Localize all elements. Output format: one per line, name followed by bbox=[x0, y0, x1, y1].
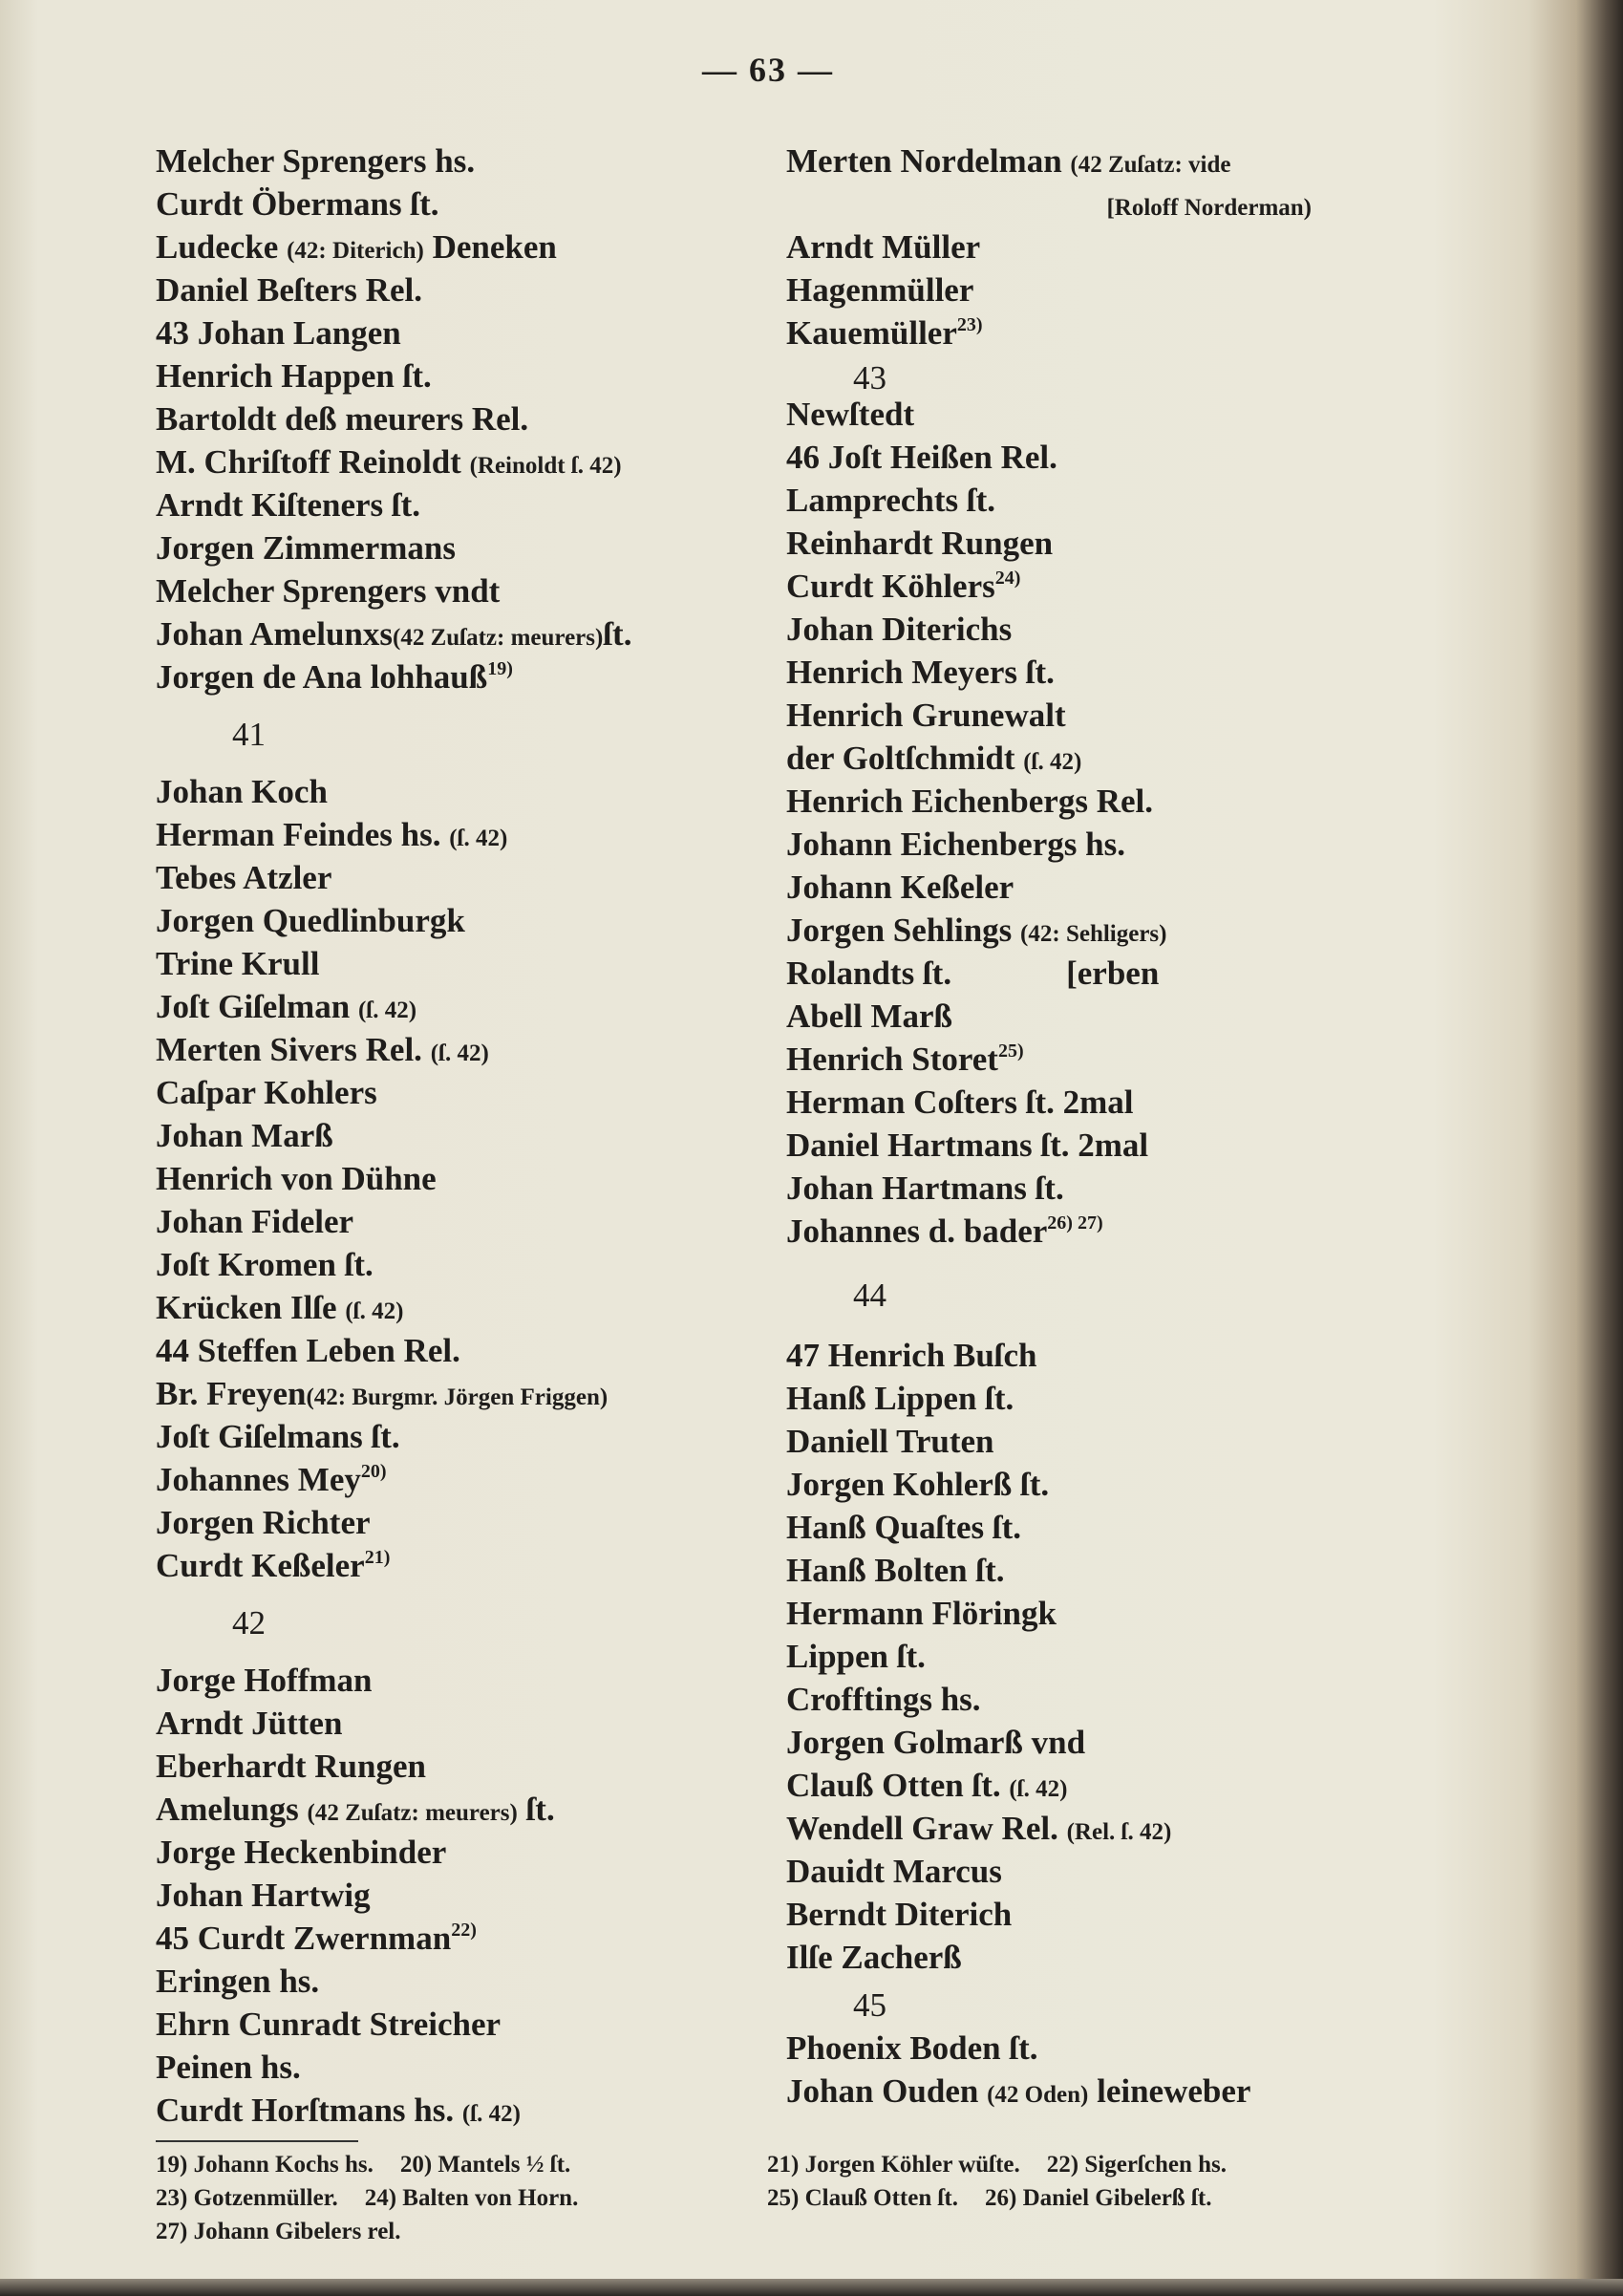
section-number: 45 bbox=[853, 1986, 886, 2024]
entry-name: Joſt Kromen ſt. bbox=[156, 1246, 374, 1283]
entry-line bbox=[156, 139, 767, 182]
entry-name: Johan Hartwig bbox=[156, 1877, 371, 1914]
entry-name: Hanß Lippen ſt. bbox=[786, 1380, 1014, 1417]
entry-annotation: (42 Oden) bbox=[987, 2082, 1089, 2108]
entry-name: Henrich von Dühne bbox=[156, 1160, 437, 1197]
left-column bbox=[156, 139, 767, 2132]
entry-annotation: (ſ. 42) bbox=[345, 1298, 404, 1324]
entry-name: Johan Marß bbox=[156, 1117, 333, 1154]
entry-name: Tebes Atzler bbox=[156, 859, 332, 896]
entry-name: Hanß Bolten ſt. bbox=[786, 1552, 1005, 1589]
entry-line bbox=[156, 856, 767, 899]
right-column bbox=[786, 139, 1398, 2113]
entry-line bbox=[156, 1329, 767, 1372]
entry-name: Clauß Otten ſt. bbox=[786, 1767, 1010, 1804]
entry-line bbox=[156, 182, 767, 225]
entry-line bbox=[156, 1702, 767, 1745]
entry-annotation: (42 Zuſatz: meurers) bbox=[393, 625, 604, 651]
page-number: — 63 — bbox=[702, 51, 834, 89]
entry-name: Arndt Kiſteners ſt. bbox=[156, 486, 421, 524]
entry-name: Curdt Keßeler bbox=[156, 1547, 365, 1584]
entry-line bbox=[156, 311, 767, 354]
footnote-line bbox=[767, 2148, 1253, 2181]
entry-name: 43 Johan Langen bbox=[156, 314, 401, 352]
entry-annotation: (Rel. ſ. 42) bbox=[1066, 1819, 1172, 1845]
entry-name: Rolandts ſt. bbox=[786, 955, 952, 992]
entry-name: Jorge Heckenbinder bbox=[156, 1834, 447, 1871]
entry-name: Johannes d. bader bbox=[786, 1212, 1048, 1250]
entry-line bbox=[786, 737, 1398, 780]
entry-suffix: [erben bbox=[1066, 955, 1160, 992]
entry-name: Henrich Grunewalt bbox=[786, 697, 1066, 734]
entry-line bbox=[156, 1372, 767, 1415]
entry-line bbox=[156, 2003, 767, 2046]
entry-line bbox=[156, 899, 767, 942]
section-heading-42 bbox=[156, 1587, 767, 1659]
entry-name: Peinen hs. bbox=[156, 2049, 301, 2086]
footnote: 19) Johann Kochs hs. bbox=[156, 2152, 374, 2178]
entry-line bbox=[786, 182, 1398, 225]
entry-name: Newſtedt bbox=[786, 396, 915, 433]
entry-name: Jorgen Kohlerß ſt. bbox=[786, 1466, 1050, 1503]
entry-line bbox=[156, 1157, 767, 1200]
entry-line bbox=[786, 866, 1398, 909]
entry-name: Dauidt Marcus bbox=[786, 1853, 1002, 1890]
entry-name: Johan Koch bbox=[156, 773, 328, 810]
entry-line bbox=[156, 1200, 767, 1243]
entry-name: Bartoldt deß meurers Rel. bbox=[156, 400, 529, 438]
entry-name: Curdt Köhlers bbox=[786, 568, 995, 605]
section-heading-43 bbox=[786, 354, 1398, 397]
entry-annotation: (42 Zuſatz: vide bbox=[1070, 152, 1231, 178]
entry-name: 44 Steffen Leben Rel. bbox=[156, 1332, 460, 1369]
entry-annotation: (42: Sehligers) bbox=[1020, 921, 1167, 947]
entry-name: Daniell Truten bbox=[786, 1423, 994, 1460]
footnote-divider bbox=[156, 2140, 358, 2142]
entry-name: Jorgen Zimmermans bbox=[156, 529, 456, 567]
entry-line bbox=[786, 780, 1398, 823]
entry-line bbox=[786, 1936, 1398, 1979]
footnote-reference: 22) bbox=[451, 1920, 477, 1941]
entry-line bbox=[786, 1549, 1398, 1592]
entry-name: Wendell Graw Rel. bbox=[786, 1810, 1067, 1847]
entry-line bbox=[786, 225, 1398, 268]
entry-name: Daniel Beſters Rel. bbox=[156, 271, 422, 309]
entry-name: Reinhardt Rungen bbox=[786, 525, 1054, 562]
entry-name: Joſt Giſelmans ſt. bbox=[156, 1418, 400, 1455]
entry-line bbox=[156, 268, 767, 311]
entry-line bbox=[786, 1334, 1398, 1377]
entry-name: Trine Krull bbox=[156, 945, 320, 982]
entry-name: Johannes Mey bbox=[156, 1461, 361, 1498]
footnote: 25) Clauß Otten ſt. bbox=[767, 2185, 958, 2211]
entry-name: Johan Amelunxs bbox=[156, 615, 393, 653]
footnote-line bbox=[156, 2215, 605, 2248]
entry-name: Jorgen Sehlings bbox=[786, 912, 1021, 949]
entry-line bbox=[156, 1659, 767, 1702]
entry-line bbox=[786, 952, 1398, 995]
footnote-line bbox=[156, 2148, 605, 2181]
entry-line bbox=[786, 608, 1398, 651]
entry-line bbox=[156, 2089, 767, 2132]
entry-line bbox=[156, 985, 767, 1028]
entry-name: Jorgen Quedlinburgk bbox=[156, 902, 465, 939]
section-number: 44 bbox=[853, 1277, 886, 1314]
entry-name: Caſpar Kohlers bbox=[156, 1074, 377, 1111]
entry-line bbox=[156, 1114, 767, 1157]
footnote-reference: 20) bbox=[360, 1461, 387, 1482]
entry-line bbox=[786, 2027, 1398, 2070]
section-number: 42 bbox=[232, 1604, 266, 1642]
entry-name: Johan Ouden bbox=[786, 2072, 988, 2110]
entry-line bbox=[786, 139, 1398, 182]
entry-line bbox=[786, 1850, 1398, 1893]
entry-line bbox=[156, 397, 767, 440]
entry-name: Curdt Horſtmans hs. bbox=[156, 2092, 462, 2129]
entry-line bbox=[156, 225, 767, 268]
entry-line bbox=[786, 522, 1398, 565]
entry-name: Herman Feindes hs. bbox=[156, 816, 450, 853]
entry-name: Melcher Sprengers hs. bbox=[156, 142, 476, 180]
entry-line bbox=[156, 526, 767, 569]
entry-name: Melcher Sprengers vndt bbox=[156, 572, 501, 610]
footnotes-right bbox=[767, 2148, 1253, 2215]
entry-annotation: (42 Zuſatz: meurers) bbox=[307, 1800, 518, 1826]
entry-name: Arndt Müller bbox=[786, 228, 981, 266]
entry-line bbox=[786, 995, 1398, 1038]
entry-line bbox=[786, 909, 1398, 952]
entry-name: Merten Sivers Rel. bbox=[156, 1031, 431, 1068]
entry-line bbox=[786, 1377, 1398, 1420]
entry-name: Henrich Meyers ſt. bbox=[786, 654, 1055, 691]
entry-line bbox=[156, 1874, 767, 1917]
entry-line bbox=[786, 1081, 1398, 1124]
entry-line bbox=[786, 1124, 1398, 1167]
section-number: 41 bbox=[232, 716, 266, 753]
entry-line bbox=[156, 612, 767, 655]
entry-name: Ilſe Zacherß bbox=[786, 1939, 962, 1976]
entry-annotation: (42: Diterich) bbox=[287, 238, 424, 264]
section-heading-44 bbox=[786, 1253, 1398, 1334]
entry-name: Jorgen de Ana lohhauß bbox=[156, 658, 488, 696]
entry-line bbox=[156, 1415, 767, 1458]
entry-name: Henrich Storet bbox=[786, 1041, 998, 1078]
entry-name: Kauemüller bbox=[786, 314, 957, 352]
entry-line bbox=[156, 1788, 767, 1831]
footnote: 22) Sigerſchen hs. bbox=[1046, 2152, 1227, 2178]
entry-name: 45 Curdt Zwernman bbox=[156, 1920, 452, 1957]
footnote: 24) Balten von Horn. bbox=[364, 2185, 579, 2211]
entry-name: Br. Freyen bbox=[156, 1375, 307, 1412]
entry-name: Johan Fideler bbox=[156, 1203, 354, 1240]
entry-line bbox=[156, 1917, 767, 1960]
entry-annotation: (Reinoldt ſ. 42) bbox=[469, 453, 622, 479]
entry-name: Eberhardt Rungen bbox=[156, 1748, 426, 1785]
entry-suffix: Deneken bbox=[423, 228, 557, 266]
entry-line bbox=[156, 770, 767, 813]
entry-annotation: (ſ. 42) bbox=[449, 826, 508, 851]
entry-line bbox=[156, 1071, 767, 1114]
entry-line bbox=[786, 1463, 1398, 1506]
entry-line bbox=[786, 1721, 1398, 1764]
footnote-reference: 24) bbox=[994, 568, 1021, 589]
entry-line bbox=[786, 479, 1398, 522]
footnote-reference: 25) bbox=[997, 1041, 1024, 1062]
entry-line bbox=[786, 694, 1398, 737]
entry-name: Merten Nordelman bbox=[786, 142, 1071, 180]
entry-name: Eringen hs. bbox=[156, 1963, 320, 2000]
entry-line bbox=[786, 823, 1398, 866]
footnotes-left bbox=[156, 2148, 605, 2248]
entry-name: Lamprechts ſt. bbox=[786, 482, 996, 519]
footnote: 21) Jorgen Köhler wüſte. bbox=[767, 2152, 1020, 2178]
entry-name: Hanß Quaſtes ſt. bbox=[786, 1509, 1022, 1546]
entry-line bbox=[786, 1506, 1398, 1549]
entry-name: Abell Marß bbox=[786, 998, 953, 1035]
entry-line bbox=[156, 483, 767, 526]
entry-suffix: leineweber bbox=[1088, 2072, 1251, 2110]
entry-line bbox=[156, 1458, 767, 1501]
entry-line bbox=[156, 813, 767, 856]
entry-line bbox=[156, 1544, 767, 1587]
entry-name: Krücken Ilſe bbox=[156, 1289, 346, 1326]
entry-name: 47 Henrich Buſch bbox=[786, 1337, 1037, 1374]
entry-name: Arndt Jütten bbox=[156, 1705, 343, 1742]
entry-line bbox=[786, 1893, 1398, 1936]
entry-name: Henrich Eichenbergs Rel. bbox=[786, 783, 1153, 820]
footnote-reference: 26) 27) bbox=[1047, 1212, 1103, 1234]
entry-line bbox=[786, 1167, 1398, 1210]
footnote: 20) Mantels ½ ſt. bbox=[399, 2152, 571, 2178]
entry-name: Phoenix Boden ſt. bbox=[786, 2029, 1038, 2067]
entry-line bbox=[156, 1243, 767, 1286]
entry-line bbox=[786, 1807, 1398, 1850]
entry-line bbox=[786, 1764, 1398, 1807]
entry-line bbox=[786, 268, 1398, 311]
entry-name: Jorge Hoffman bbox=[156, 1662, 373, 1699]
entry-name: Curdt Öbermans ſt. bbox=[156, 185, 439, 223]
entry-annotation: (42: Burgmr. Jörgen Friggen) bbox=[306, 1384, 609, 1410]
entry-name: Johan Diterichs bbox=[786, 611, 1013, 648]
entry-line bbox=[156, 655, 767, 698]
entry-line bbox=[786, 1678, 1398, 1721]
section-number: 43 bbox=[853, 359, 886, 397]
entry-name: der Goltſchmidt bbox=[786, 740, 1024, 777]
entry-name: Jorgen Richter bbox=[156, 1504, 371, 1541]
entry-line bbox=[156, 569, 767, 612]
entry-name: Henrich Happen ſt. bbox=[156, 357, 432, 395]
entry-line bbox=[786, 1210, 1398, 1253]
entry-line bbox=[156, 440, 767, 483]
entry-name: 46 Joſt Heißen Rel. bbox=[786, 439, 1057, 476]
entry-name: Ludecke bbox=[156, 228, 288, 266]
entry-line bbox=[156, 942, 767, 985]
entry-line bbox=[786, 393, 1398, 436]
entry-name: Herman Coſters ſt. 2mal bbox=[786, 1084, 1134, 1121]
footnote-line bbox=[156, 2181, 605, 2215]
entry-annotation: (ſ. 42) bbox=[357, 998, 417, 1023]
entry-line bbox=[156, 1501, 767, 1544]
entry-suffix: ſt. bbox=[517, 1791, 555, 1828]
book-page-edge bbox=[0, 2279, 1623, 2296]
entry-line bbox=[156, 2046, 767, 2089]
entry-name: Daniel Hartmans ſt. 2mal bbox=[786, 1127, 1149, 1164]
footnote-reference: 23) bbox=[956, 314, 983, 335]
entry-line bbox=[156, 1831, 767, 1874]
footnote: 26) Daniel Gibelerß ſt. bbox=[985, 2185, 1212, 2211]
footnote: 23) Gotzenmüller. bbox=[156, 2185, 338, 2211]
entry-name: Joſt Giſelman bbox=[156, 988, 358, 1025]
entry-annotation: (ſ. 42) bbox=[461, 2101, 521, 2127]
entry-suffix: ſt. bbox=[603, 615, 632, 653]
entry-line bbox=[786, 311, 1398, 354]
entry-name: M. Chriſtoff Reinoldt bbox=[156, 443, 470, 481]
entry-name: Hagenmüller bbox=[786, 271, 974, 309]
entry-name: Johan Hartmans ſt. bbox=[786, 1169, 1064, 1207]
entry-annotation: (ſ. 42) bbox=[430, 1041, 489, 1066]
entry-annotation: [Roloff Norderman) bbox=[1106, 195, 1312, 221]
entry-line bbox=[786, 1420, 1398, 1463]
footnote-line bbox=[767, 2181, 1253, 2215]
entry-annotation: (ſ. 42) bbox=[1023, 749, 1082, 775]
section-heading-45 bbox=[786, 1979, 1398, 2027]
footnote: 27) Johann Gibelers rel. bbox=[156, 2219, 401, 2244]
entry-line bbox=[786, 2070, 1398, 2113]
entry-annotation: (ſ. 42) bbox=[1009, 1776, 1068, 1802]
entry-line bbox=[156, 1286, 767, 1329]
entry-line bbox=[786, 565, 1398, 608]
entry-line bbox=[156, 354, 767, 397]
entry-name: Amelungs bbox=[156, 1791, 308, 1828]
entry-name: Lippen ſt. bbox=[786, 1638, 926, 1675]
entry-line bbox=[786, 651, 1398, 694]
entry-line bbox=[156, 1960, 767, 2003]
entry-line bbox=[156, 1745, 767, 1788]
entry-name: Jorgen Golmarß vnd bbox=[786, 1724, 1086, 1761]
footnote-reference: 19) bbox=[487, 658, 513, 679]
entry-name: Berndt Diterich bbox=[786, 1896, 1013, 1933]
entry-line bbox=[786, 1635, 1398, 1678]
entry-name: Ehrn Cunradt Streicher bbox=[156, 2006, 502, 2043]
section-heading-41 bbox=[156, 698, 767, 770]
entry-line bbox=[156, 1028, 767, 1071]
entry-name: Crofftings hs. bbox=[786, 1681, 981, 1718]
entry-name: Hermann Flöringk bbox=[786, 1595, 1057, 1632]
entry-line bbox=[786, 1038, 1398, 1081]
entry-line bbox=[786, 1592, 1398, 1635]
footnote-reference: 21) bbox=[364, 1547, 391, 1568]
entry-name: Johann Eichenbergs hs. bbox=[786, 826, 1125, 863]
entry-name: Johann Keßeler bbox=[786, 869, 1014, 906]
entry-line bbox=[786, 436, 1398, 479]
